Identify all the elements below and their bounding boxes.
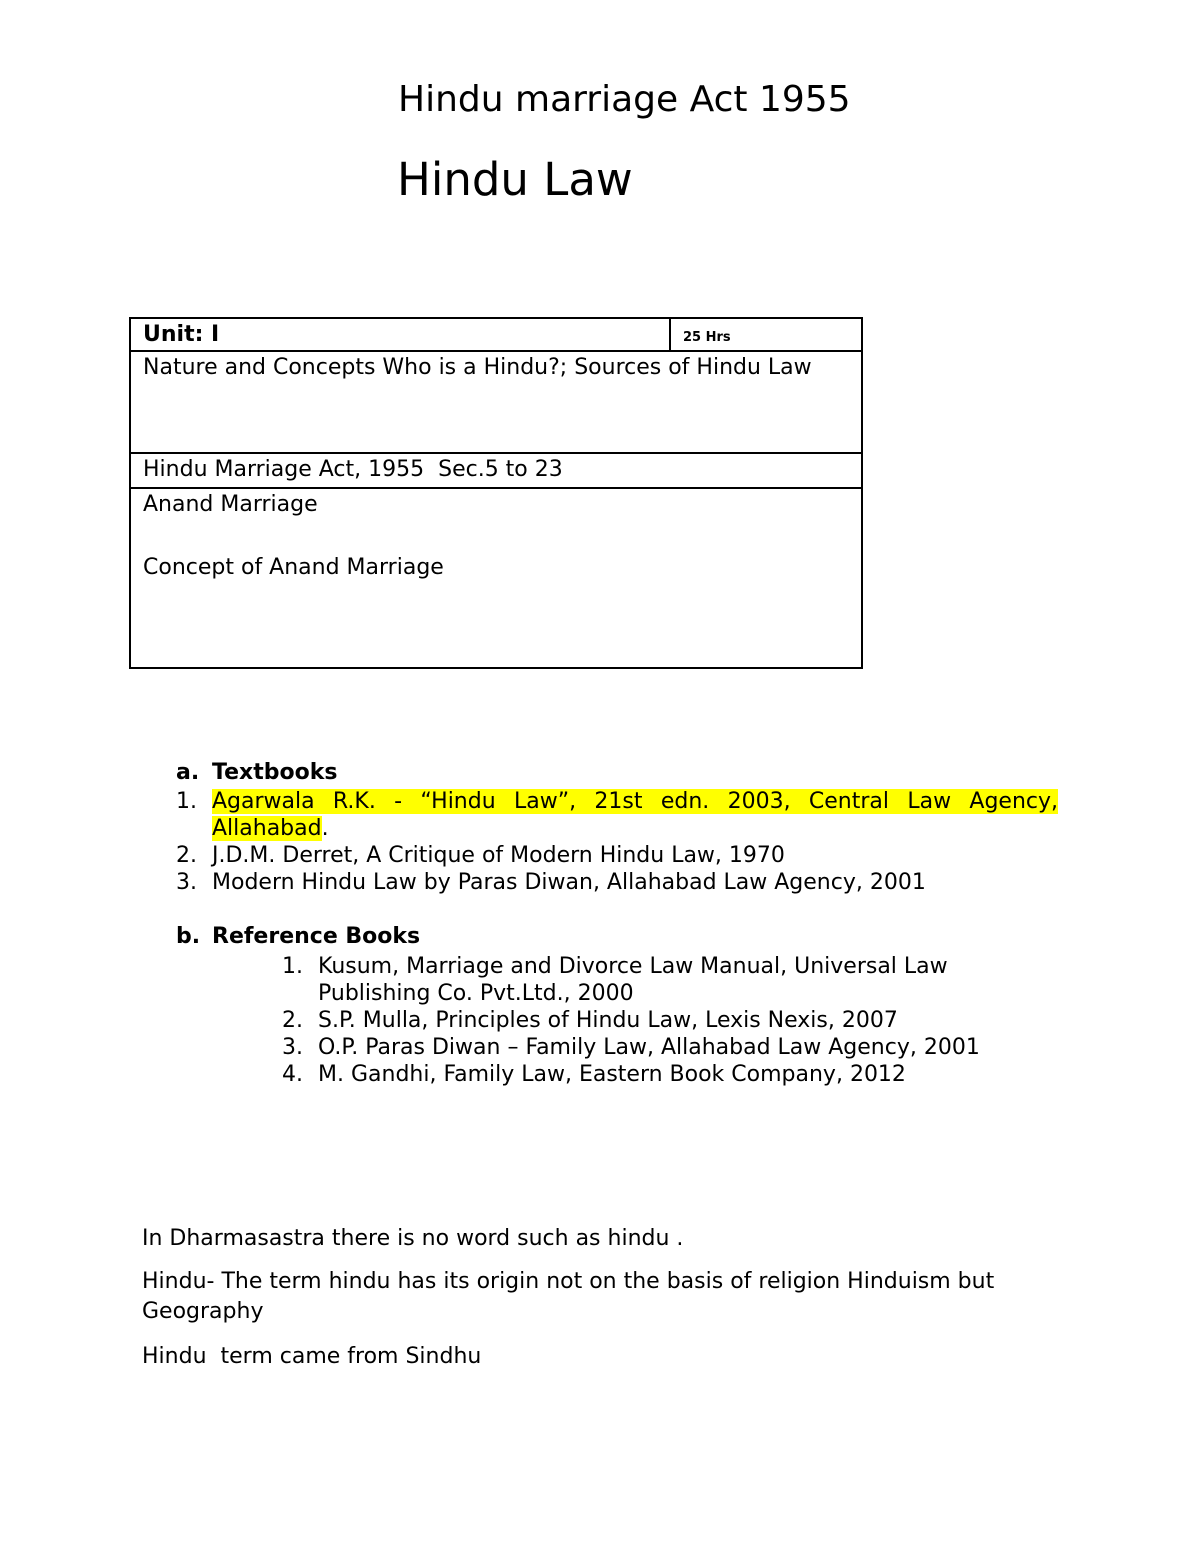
list-number: 3.	[176, 870, 197, 895]
nature-row	[130, 351, 862, 453]
list-number: 2.	[282, 1008, 303, 1033]
reference-books-list	[282, 953, 1038, 1088]
citation-text: M. Gandhi, Family Law, Eastern Book Company, 2012	[318, 1062, 906, 1087]
reference-heading-text: Reference Books	[212, 924, 421, 949]
textbooks-list	[176, 788, 1058, 896]
document-subtitle: Hindu marriage Act 1955	[398, 79, 851, 120]
list-item	[282, 1061, 1038, 1088]
list-item	[282, 953, 1038, 1007]
textbooks-marker: a.	[176, 760, 200, 785]
hours-cell	[670, 318, 862, 351]
nature-cell: Nature and Concepts Who is a Hindu?; Sources of Hindu Law	[130, 351, 862, 453]
anand-title: Anand Marriage	[143, 492, 318, 517]
list-number: 2.	[176, 843, 197, 868]
citation-text: S.P. Mulla, Principles of Hindu Law, Lexis Nexis, 2007	[318, 1008, 898, 1033]
list-item	[282, 1007, 1038, 1034]
anand-row	[130, 488, 862, 668]
list-number: 1.	[176, 789, 197, 814]
citation-text: O.P. Paras Diwan – Family Law, Allahabad Law Agency, 2001	[318, 1035, 980, 1060]
list-number: 1.	[282, 954, 303, 979]
textbooks-heading	[176, 760, 337, 785]
unit-header-row	[130, 318, 862, 351]
unit-label: Unit: I	[143, 322, 220, 347]
citation-text: Kusum, Marriage and Divorce Law Manual, Universal Law Publishing Co. Pvt.Ltd., 2000	[318, 954, 948, 1006]
citation-text: Modern Hindu Law by Paras Diwan, Allahabad Law Agency, 2001	[212, 870, 926, 895]
list-item	[282, 1034, 1038, 1061]
list-number: 3.	[282, 1035, 303, 1060]
note-paragraph: In Dharmasastra there is no word such as hindu .	[142, 1226, 684, 1251]
citation-suffix: .	[321, 816, 329, 841]
list-item	[176, 869, 1058, 896]
hma-row	[130, 453, 862, 488]
list-item	[176, 842, 1058, 869]
reference-marker: b.	[176, 924, 201, 949]
anand-concept: Concept of Anand Marriage	[143, 555, 444, 580]
hma-cell: Hindu Marriage Act, 1955 Sec.5 to 23	[130, 453, 862, 488]
unit-cell	[130, 318, 670, 351]
citation-text: J.D.M. Derret, A Critique of Modern Hindu Law, 1970	[212, 843, 785, 868]
list-item	[176, 788, 1058, 842]
hours-label: 25 Hrs	[683, 330, 731, 345]
anand-cell	[130, 488, 862, 668]
note-paragraph: Hindu- The term hindu has its origin not on the basis of religion Hinduism but Geography	[142, 1269, 995, 1324]
list-number: 4.	[282, 1062, 303, 1087]
document-title: Hindu Law	[397, 153, 633, 206]
textbooks-heading-text: Textbooks	[212, 760, 338, 785]
unit-table	[129, 317, 863, 669]
reference-books-heading	[176, 924, 420, 949]
note-paragraph: Hindu term came from Sindhu	[142, 1344, 482, 1369]
highlighted-citation: Agarwala R.K. - “Hindu Law”, 21st edn. 2003, Central Law Agency, Allahabad	[212, 789, 1058, 841]
